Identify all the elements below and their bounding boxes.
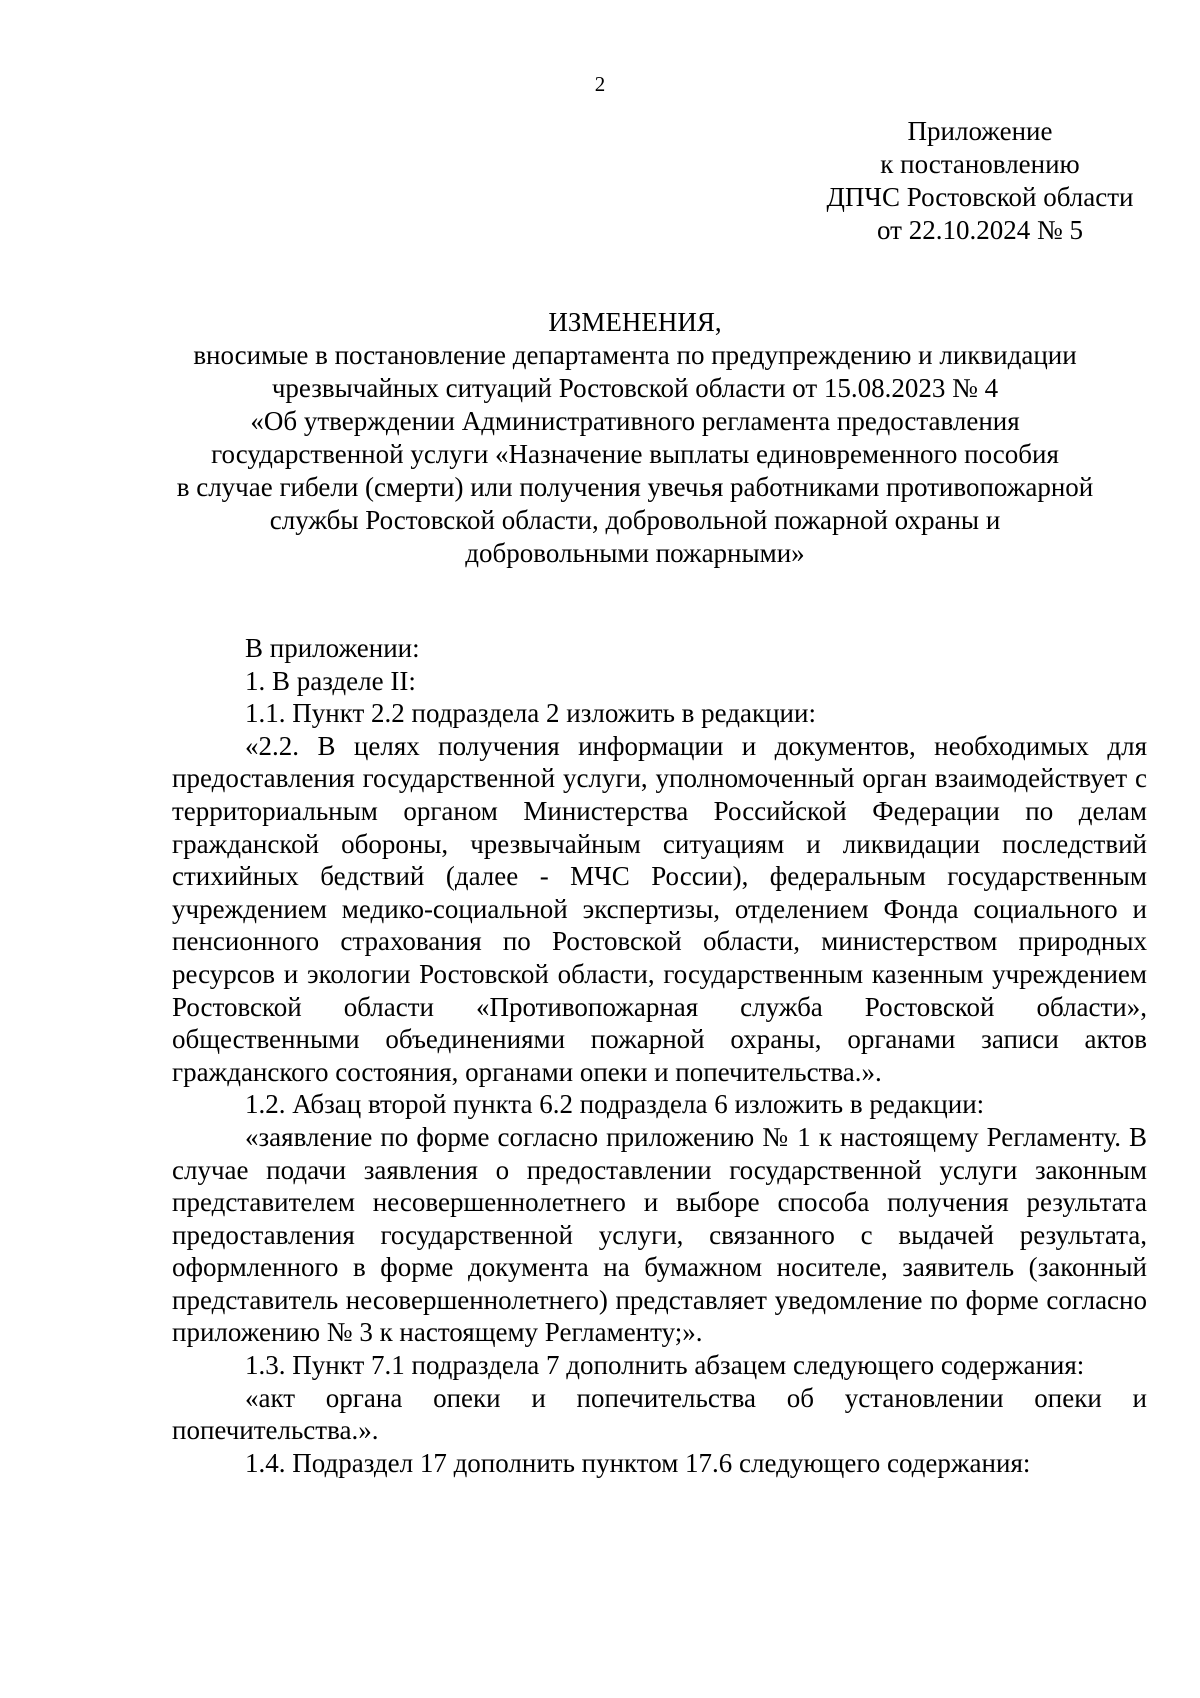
paragraph-in-appendix: В приложении: xyxy=(245,633,420,663)
paragraph-guardianship-act: «акт органа опеки и попечительства об установлении опеки и попечительства.». xyxy=(172,1382,1147,1446)
approval-line-appendix: Приложение xyxy=(907,116,1053,146)
paragraph-clause-2-2: «2.2. В целях получения информации и документов, необходимых для предоставления государственной услуги, уполномоченный орган взаимодействует с территориальным органом Министерства Российской Федерации по делам гражданской обороны, чрезвычайным ситуациям и ликвидации последствий стихийных бедствий (далее - МЧС России), федеральным государственным учреждением медико-социальной экспертизы, отделением Фонда социального и пенсионного страхования по Ростовской области, министерством природных ресурсов и экологии Ростовской области, государственным казенным учреждением Ростовской области «Противопожарная служба Ростовской области», общественными объединениями пожарной охраны, органами записи актов гражданского состояния, органами опеки и попечительства.». xyxy=(172,730,1147,1087)
title-line: государственной услуги «Назначение выплаты единовременного пособия xyxy=(211,439,1059,469)
page-number: 2 xyxy=(594,72,606,96)
title-heading: ИЗМЕНЕНИЯ, xyxy=(548,307,722,337)
approval-line-department: ДПЧС Ростовской области xyxy=(826,182,1134,212)
title-line: «Об утверждении Административного регламента предоставления xyxy=(250,406,1020,436)
paragraph-item-1-1: 1.1. Пункт 2.2 подраздела 2 изложить в редакции: xyxy=(245,698,816,729)
title-line: добровольными пожарными» xyxy=(465,538,805,568)
approval-line-date-number: от 22.10.2024 № 5 xyxy=(877,215,1083,245)
approval-line-to-resolution: к постановлению xyxy=(880,149,1080,179)
document-title xyxy=(120,306,1150,570)
paragraph-item-1-2: 1.2. Абзац второй пункта 6.2 подраздела 6 изложить в редакции: xyxy=(245,1089,985,1120)
paragraph-application-form: «заявление по форме согласно приложению № 1 к настоящему Регламенту. В случае подачи заявления о предоставлении государственной услуги законным представителем несовершеннолетнего и выборе способа получения результата предоставления государственной услуги, связанного с выдачей результата, оформленного в форме документа на бумажном носителе, заявитель (законный представитель несовершеннолетнего) представляет уведомление по форме согласно приложению № 3 к настоящему Регламенту;». xyxy=(172,1121,1147,1348)
paragraph-section-ii: 1. В разделе II: xyxy=(245,665,416,696)
paragraph-item-1-3: 1.3. Пункт 7.1 подраздела 7 дополнить абзацем следующего содержания: xyxy=(245,1350,1085,1381)
title-line: вносимые в постановление департамента по предупреждению и ликвидации xyxy=(193,340,1077,370)
approval-stamp-block xyxy=(800,115,1160,247)
title-line: в случае гибели (смерти) или получения увечья работниками противопожарной xyxy=(176,472,1094,502)
document-body xyxy=(172,632,1147,1479)
paragraph-item-1-4: 1.4. Подраздел 17 дополнить пунктом 17.6 следующего содержания: xyxy=(245,1447,1031,1478)
title-line: чрезвычайных ситуаций Ростовской области от 15.08.2023 № 4 xyxy=(271,373,999,403)
title-line: службы Ростовской области, добровольной пожарной охраны и xyxy=(269,505,1001,535)
